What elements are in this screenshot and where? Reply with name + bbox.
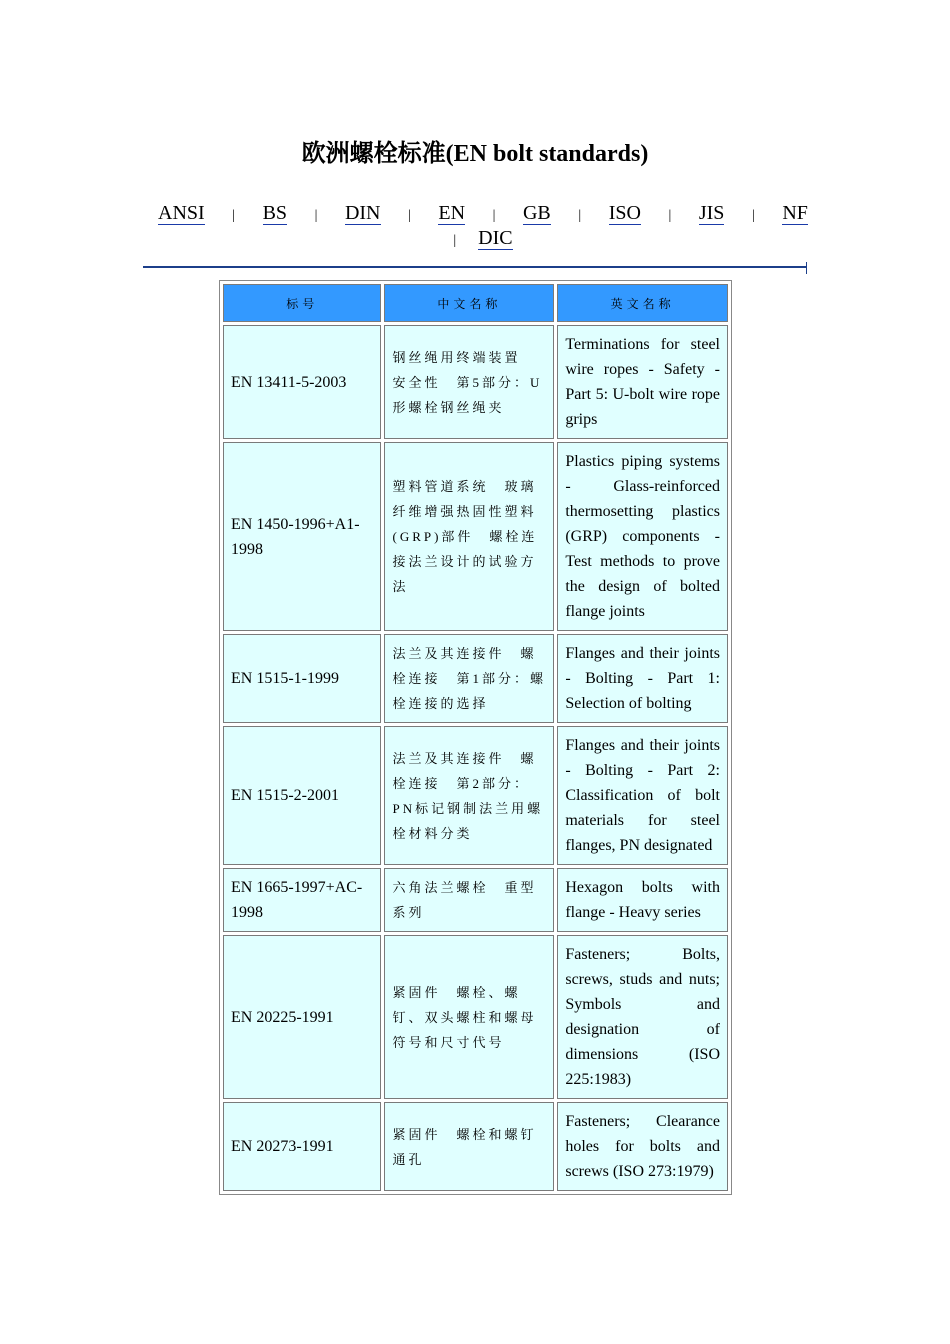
cell-code: EN 1515-1-1999 xyxy=(223,634,381,723)
cell-code: EN 1665-1997+AC-1998 xyxy=(223,868,381,932)
cell-chinese-name: 紧固件 螺栓、螺钉、双头螺柱和螺母 符号和尺寸代号 xyxy=(384,935,554,1099)
nav-link-ansi[interactable]: ANSI xyxy=(158,202,205,224)
page-title: 欧洲螺栓标准(EN bolt standards) xyxy=(301,141,649,167)
nav-link-jis[interactable]: JIS xyxy=(698,202,725,224)
cell-english-name: Fasteners; Clearance holes for bolts and screws (ISO 273:1979) xyxy=(557,1102,728,1191)
cell-code: EN 13411-5-2003 xyxy=(223,325,381,439)
cell-chinese-name: 法兰及其连接件 螺栓连接 第1部分：螺栓连接的选择 xyxy=(384,634,554,723)
horizontal-rule xyxy=(143,266,807,268)
nav-separator: | xyxy=(578,208,582,223)
nav-link-en[interactable]: EN xyxy=(438,202,466,224)
cell-english-name: Plastics piping systems - Glass-reinforced thermosetting plastics (GRP) components - Test methods to prove the design of bolted flange joints xyxy=(557,442,728,631)
table-row xyxy=(223,868,728,932)
cell-english-name: Hexagon bolts with flange - Heavy series xyxy=(557,868,728,932)
header-english-name: 英文名称 xyxy=(557,284,728,322)
cell-english-name: Flanges and their joints - Bolting - Part 1: Selection of bolting xyxy=(557,634,728,723)
nav-link-gb[interactable]: GB xyxy=(522,202,551,224)
cell-english-name: Flanges and their joints - Bolting - Part 2: Classification of bolt materials for steel flanges, PN designated xyxy=(557,726,728,865)
table-header-row xyxy=(223,284,728,322)
header-code: 标号 xyxy=(223,284,381,322)
cell-chinese-name: 紧固件 螺栓和螺钉通孔 xyxy=(384,1102,554,1191)
nav-link-din[interactable]: DIN xyxy=(344,202,381,224)
nav-row-extra xyxy=(158,227,808,252)
table-row xyxy=(223,442,728,631)
cell-english-name: Fasteners; Bolts, screws, studs and nuts; Symbols and designation of dimensions (ISO 225:1983) xyxy=(557,935,728,1099)
nav-separator: | xyxy=(232,208,236,223)
table-row xyxy=(223,726,728,865)
cell-chinese-name: 塑料管道系统 玻璃纤维增强热固性塑料(GRP)部件 螺栓连接法兰设计的试验方法 xyxy=(384,442,554,631)
nav-row-main xyxy=(158,202,808,227)
cell-code: EN 20225-1991 xyxy=(223,935,381,1099)
nav-link-dic[interactable]: DIC xyxy=(478,227,513,249)
cell-english-name: Terminations for steel wire ropes - Safety - Part 5: U-bolt wire rope grips xyxy=(557,325,728,439)
standards-nav xyxy=(158,202,808,252)
table-row xyxy=(223,634,728,723)
table-row xyxy=(223,1102,728,1191)
nav-separator: | xyxy=(751,208,755,223)
table-row xyxy=(223,935,728,1099)
standards-table xyxy=(219,280,732,1195)
cell-chinese-name: 六角法兰螺栓 重型系列 xyxy=(384,868,554,932)
nav-separator: | xyxy=(453,233,457,248)
cell-code: EN 1515-2-2001 xyxy=(223,726,381,865)
nav-link-nf[interactable]: NF xyxy=(782,202,808,224)
nav-separator: | xyxy=(408,208,411,223)
cell-chinese-name: 钢丝绳用终端装置 安全性 第5部分：U形螺栓钢丝绳夹 xyxy=(384,325,554,439)
nav-link-bs[interactable]: BS xyxy=(262,202,288,224)
cell-code: EN 20273-1991 xyxy=(223,1102,381,1191)
cell-code: EN 1450-1996+A1-1998 xyxy=(223,442,381,631)
nav-separator: | xyxy=(314,208,318,223)
nav-separator: | xyxy=(492,208,496,223)
cell-chinese-name: 法兰及其连接件 螺栓连接 第2部分：PN标记钢制法兰用螺栓材料分类 xyxy=(384,726,554,865)
table-row xyxy=(223,325,728,439)
header-chinese-name: 中文名称 xyxy=(384,284,554,322)
nav-separator: | xyxy=(668,208,672,223)
nav-link-iso[interactable]: ISO xyxy=(608,202,641,224)
horizontal-rule-end xyxy=(806,262,807,274)
